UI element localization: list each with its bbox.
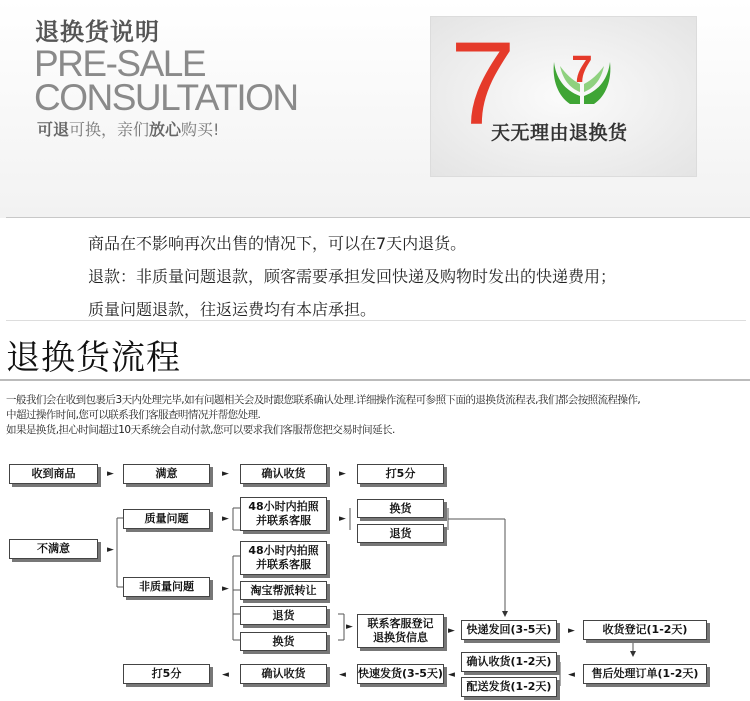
photo-contact-line-1: 48小时内拍照 — [248, 500, 319, 513]
express-return-box: 快递发回(3-5天) — [461, 620, 557, 640]
arrow-right-icon: ► — [222, 584, 229, 594]
confirm-receipt-box: 确认收货 — [240, 464, 327, 484]
exchange-box-2: 换货 — [240, 632, 327, 651]
register-line-2: 退换货信息 — [373, 631, 428, 644]
slogan-part-3: 放心 — [149, 120, 182, 139]
flow-description — [6, 393, 746, 438]
promo-text: 天无理由退换货 — [491, 122, 628, 144]
header-divider — [6, 217, 750, 218]
header-title-en-2: CONSULTATION — [34, 77, 298, 118]
photo-contact-line-2: 并联系客服 — [256, 514, 311, 527]
rules-divider — [6, 320, 746, 321]
rate-5-box: 打5分 — [357, 464, 444, 484]
arrow-left-icon: ◄ — [448, 670, 455, 680]
delivery-box: 配送发货(1-2天) — [461, 677, 557, 697]
flow-title-divider — [0, 379, 750, 381]
arrow-left-icon: ◄ — [222, 670, 229, 680]
ship-out-box: 快速发货(3-5天) — [357, 664, 444, 684]
confirm-receive-box: 确认收货(1-2天) — [461, 652, 557, 672]
photo-contact-2-line-2: 并联系客服 — [256, 558, 311, 571]
exchange-box: 换货 — [357, 499, 444, 518]
promo-number: 7 — [450, 18, 516, 150]
arrow-right-icon: ► — [222, 469, 229, 479]
return-rules — [88, 228, 616, 327]
arrow-right-icon: ► — [339, 514, 346, 524]
arrow-right-icon: ► — [107, 469, 114, 479]
register-service-box — [357, 614, 444, 648]
header-title-en-1: PRE-SALE — [34, 43, 206, 84]
after-sale-order-box: 售后处理订单(1-2天) — [583, 664, 707, 684]
rule-line-3: 质量问题退款，往返运费均有本店承担。 — [88, 300, 377, 319]
arrow-right-icon: ► — [339, 469, 346, 479]
refund-box-2: 退货 — [240, 606, 327, 625]
rule-line-2: 退款：非质量问题退款，顾客需要承担发回快递及购物时发出的快递费用； — [88, 267, 617, 286]
header-title-cn: 退换货说明 — [35, 18, 160, 46]
photo-contact-box — [240, 497, 327, 531]
flow-title: 退换货流程 — [6, 338, 181, 378]
register-line-1: 联系客服登记 — [367, 617, 434, 630]
taobao-transfer-box: 淘宝帮派转让 — [240, 581, 327, 600]
arrow-right-icon: ► — [346, 622, 353, 632]
promo-logo-label: 7 — [571, 49, 593, 91]
rule-line-1: 商品在不影响再次出售的情况下，可以在7天内退货。 — [88, 234, 467, 253]
flow-desc-line-2: 中超过操作时间,您可以联系我们客服查明情况并帮您处理. — [6, 409, 261, 421]
photo-contact-box-2 — [240, 541, 327, 575]
flow-desc-line-3: 如果是换货,担心时间超过10天系统会自动付款,您可以要求我们客服帮您把交易时间延长. — [6, 424, 395, 436]
slogan-part-1: 可退 — [37, 120, 70, 139]
arrow-left-icon: ◄ — [568, 670, 575, 680]
arrow-right-icon: ► — [568, 626, 575, 636]
photo-contact-2-line-1: 48小时内拍照 — [248, 544, 319, 557]
arrow-right-icon: ► — [222, 514, 229, 524]
slogan-part-4: 购买! — [181, 120, 220, 139]
hands-icon — [550, 44, 614, 106]
arrow-right-icon: ► — [107, 545, 114, 555]
arrow-right-icon: ► — [448, 626, 455, 636]
quality-issue-box: 质量问题 — [123, 509, 210, 529]
non-quality-issue-box: 非质量问题 — [123, 577, 210, 597]
header-slogan — [37, 117, 219, 140]
slogan-part-2: 可换，亲们 — [69, 120, 150, 139]
flow-desc-line-1: 一般我们会在收到包裹后3天内处理完毕,如有问题相关会及时跟您联系确认处理.详细操作流程可参照下面的退换货流程表,我们都会按照流程操作, — [6, 394, 641, 406]
satisfied-box: 满意 — [123, 464, 210, 484]
stock-register-box: 收货登记(1-2天) — [583, 620, 707, 640]
receive-goods-box: 收到商品 — [9, 464, 98, 484]
rate-5-box-2: 打5分 — [123, 664, 210, 684]
arrow-left-icon: ◄ — [339, 670, 346, 680]
confirm-receipt-box-2: 确认收货 — [240, 664, 327, 684]
unsatisfied-box: 不满意 — [9, 539, 98, 559]
seven-day-return-banner — [430, 16, 697, 177]
refund-box: 退货 — [357, 524, 444, 543]
